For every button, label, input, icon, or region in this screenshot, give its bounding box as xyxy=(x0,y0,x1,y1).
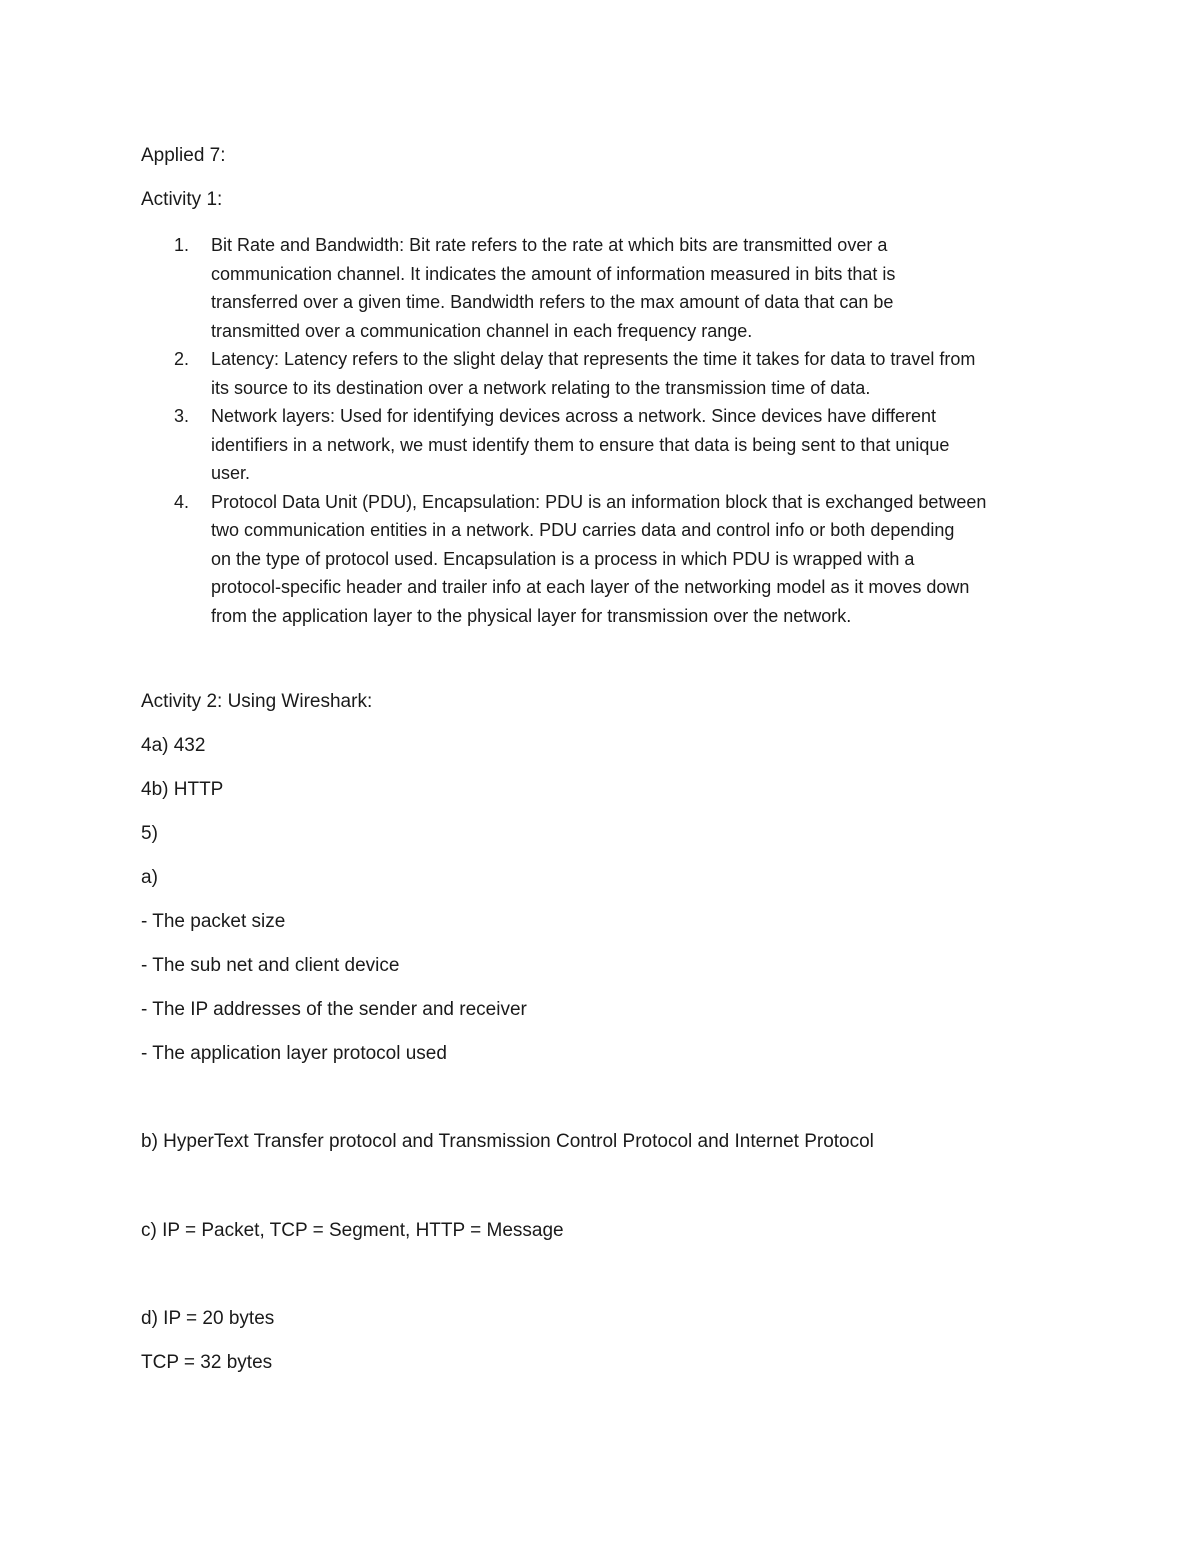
list-item xyxy=(141,231,1081,345)
bullet-line: - The IP addresses of the sender and receiver xyxy=(141,999,527,1020)
list-item-text: transmitted over a communication channel in each frequency range. xyxy=(211,320,753,341)
list-item xyxy=(141,488,1081,631)
question-5a-label: a) xyxy=(141,867,158,888)
bullet-line: - The sub net and client device xyxy=(141,955,400,976)
list-item-text: transferred over a given time. Bandwidth refers to the max amount of data that can be xyxy=(211,292,894,312)
list-item-text: identifiers in a network, we must identify them to ensure that data is being sent to that unique xyxy=(211,434,950,455)
list-number: 2. xyxy=(174,349,190,369)
list-number: 4. xyxy=(174,491,190,512)
list-number: 3. xyxy=(174,406,190,426)
list-item xyxy=(141,402,1081,488)
list-item-text: Latency: Latency refers to the slight delay that represents the time it takes for data to travel from xyxy=(211,349,976,369)
answer-d: d) IP = 20 bytes xyxy=(141,1308,275,1329)
list-item-text: protocol-specific header and trailer info at each layer of the networking model as it moves down xyxy=(211,577,970,597)
activity1-heading: Activity 1: xyxy=(141,189,223,210)
answer-c: c) IP = Packet, TCP = Segment, HTTP = Message xyxy=(141,1220,564,1241)
list-item-text: from the application layer to the physical layer for transmission over the network. xyxy=(211,605,852,626)
answer-4b: 4b) HTTP xyxy=(141,779,224,800)
list-item-text: communication channel. It indicates the amount of information measured in bits that is xyxy=(211,263,896,284)
list-item-text: Network layers: Used for identifying devices across a network. Since devices have different xyxy=(211,406,937,426)
list-item-text: two communication entities in a network. PDU carries data and control info or both depending xyxy=(211,520,955,540)
bullet-line: - The application layer protocol used xyxy=(141,1043,447,1064)
list-item-text: on the type of protocol used. Encapsulation is a process in which PDU is wrapped with a xyxy=(211,548,915,569)
activity1-list xyxy=(141,231,1081,630)
answer-b: b) HyperText Transfer protocol and Transmission Control Protocol and Internet Protocol xyxy=(141,1131,874,1152)
list-item-text: its source to its destination over a network relating to the transmission time of data. xyxy=(211,377,871,398)
list-item-text: Protocol Data Unit (PDU), Encapsulation: PDU is an information block that is exchanged between xyxy=(211,491,987,512)
activity2-heading: Activity 2: Using Wireshark: xyxy=(141,691,373,712)
list-item-text: Bit Rate and Bandwidth: Bit rate refers to the rate at which bits are transmitted over a xyxy=(211,235,888,255)
list-item xyxy=(141,345,1081,402)
answer-4a: 4a) 432 xyxy=(141,735,206,756)
list-number: 1. xyxy=(174,235,190,255)
question-5-label: 5) xyxy=(141,823,158,844)
list-item-text: user. xyxy=(211,463,251,483)
document-title: Applied 7: xyxy=(141,145,226,166)
answer-d-tcp: TCP = 32 bytes xyxy=(141,1352,273,1373)
bullet-line: - The packet size xyxy=(141,911,286,932)
